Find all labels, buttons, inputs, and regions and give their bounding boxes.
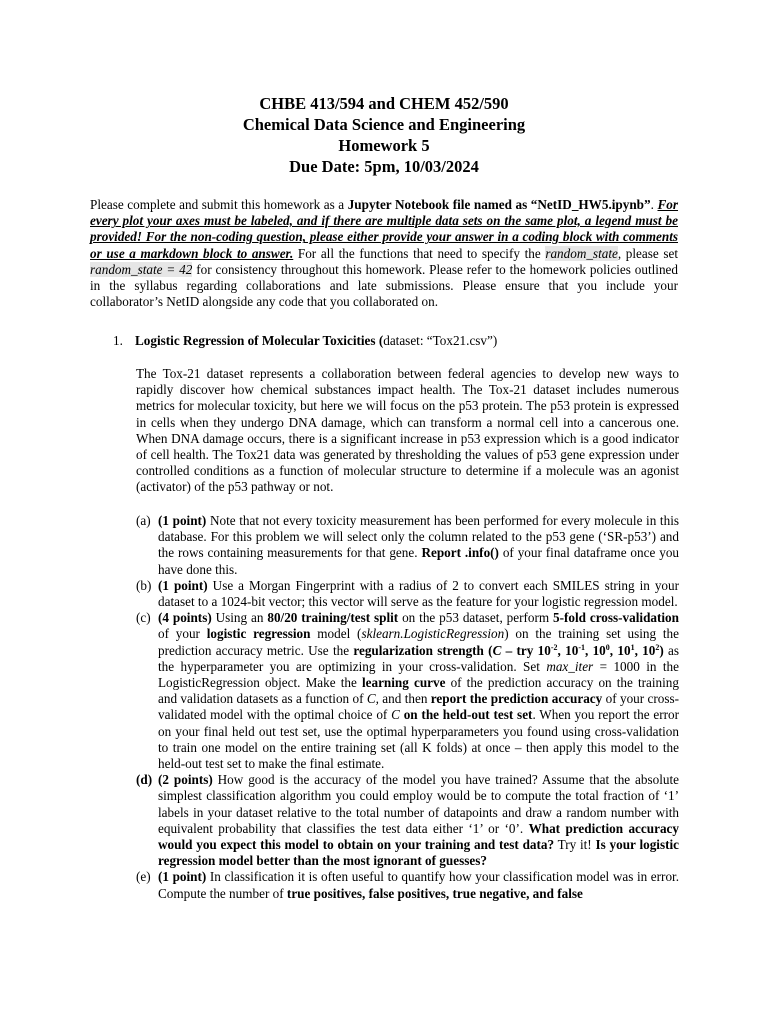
question-1-description: The Tox-21 dataset represents a collaboration between federal agencies to develop new ways to rapidly discover how chemical substances impact health. The Tox-21 dataset includes numerous metrics for molecular toxicity, but here we will focus on the p53 protein. The p53 protein is expressed in cells when they undergo DNA damage, which can transform a normal cell into a cancerous one. When DNA damage occurs, there is a significant increase in p53 expression which is a good indicator of cell health. The Tox21 data was generated by thresholding the values of p53 gene expression under controlled conditions as a function of molecular structure to determine if a molecule was an agonist (activator) of the p53 pathway or not.: [136, 366, 679, 495]
exponent: 0: [605, 642, 610, 652]
random-state-term: random_state: [545, 245, 618, 261]
part-a: [136, 513, 679, 578]
part-text: Use a Morgan Fingerprint with a radius of 2 to convert each SMILES string in your dataset to a 1024-bit vector; this vector will serve as the feature for your logistic regression model.: [158, 577, 680, 610]
part-bold: 80/20 training/test split: [267, 610, 399, 626]
homework-title: Homework 5: [338, 136, 430, 155]
part-text: How good is the accuracy of the model you have trained? Assume that the absolute simplest classification algorithm you could employ would be to compute the total fraction of ‘1’ labels in your dataset relative to the total number of datapoints and draw a random number with equivalent probability that classifies the test data either ‘1’ or ‘0’.: [158, 772, 679, 836]
part-text: Try it!: [554, 837, 596, 853]
intro-text: .: [650, 197, 658, 212]
part-text: Note that not every toxicity measurement has been performed for every molecule in this database. For this problem we will select only the column related to the p53 gene (‘SR-p53’) and the rows containing measurements for that gene.: [158, 513, 679, 561]
part-bold: report the prediction accuracy: [430, 691, 603, 707]
course-title: CHBE 413/594 and CHEM 452/590: [259, 94, 509, 113]
part-bold: on the held-out test set: [399, 707, 533, 723]
part-bold: What prediction accuracy would you expect this model to obtain on your training and test data?: [158, 820, 679, 853]
part-bold: Report .info(): [421, 545, 499, 561]
part-label: (d): [136, 772, 153, 788]
part-text: ) on the training set using the prediction accuracy metric. Use the: [158, 626, 679, 658]
intro-plot-instructions: For every plot your axes must be labeled, and if there are multiple data sets on the same plot, a legend must be provided! For the non-coding question, please either provide your answer in a coding block with comments or use a markdown block to answer.: [90, 197, 679, 261]
document-header: [0, 93, 768, 177]
part-text: as the hyperparameter you are optimizing in your cross-validation. Set: [158, 642, 680, 674]
random-state-value: random_state = 42: [90, 261, 193, 277]
part-bold: – try 10: [501, 642, 551, 658]
part-e: [136, 869, 679, 901]
part-bold: , 10: [585, 642, 606, 658]
intro-paragraph: [90, 197, 678, 310]
intro-text: Please complete and submit this homework as a: [90, 197, 348, 212]
part-italic: C,: [366, 691, 379, 707]
part-label: (c): [136, 610, 151, 626]
part-text: . When you report the error on your final held out test set, use the optimal hyperparameters you found using cross-validation to train one model on the entire training set (all K folds) at once – then apply this model to the held-out test set to make the final estimate.: [158, 707, 679, 772]
course-subtitle: Chemical Data Science and Engineering: [242, 115, 526, 134]
part-bold: , 10: [609, 642, 631, 658]
question-1-heading: [113, 333, 683, 349]
due-date: Due Date: 5pm, 10/03/2024: [289, 157, 479, 176]
part-text: Using an: [211, 610, 268, 626]
part-italic: max_iter: [546, 658, 594, 674]
part-italic: sklearn.LogisticRegression: [361, 626, 505, 642]
part-text: of your cross-validated model with the optimal choice of: [158, 691, 680, 723]
intro-text: , please set: [617, 245, 678, 261]
exponent: -2: [550, 642, 558, 652]
part-text: model (: [310, 626, 362, 642]
part-text: on the p53 dataset, perform: [398, 610, 553, 626]
exponent: 1: [630, 642, 635, 652]
part-points: (1 point): [158, 513, 207, 528]
part-bold: , 10: [634, 642, 656, 658]
part-d: [136, 772, 679, 869]
part-text: = 1000 in the LogisticRegression object. Make the: [158, 658, 679, 691]
question-title: Logistic Regression of Molecular Toxicities (: [135, 333, 384, 348]
part-b: [136, 578, 679, 610]
part-text: of the prediction accuracy on the training and validation datasets as a function of: [158, 675, 679, 707]
part-bold: 5-fold cross-validation: [552, 610, 679, 626]
part-text: In classification it is often useful to quantify how your classification model was in error. Compute the number of: [158, 869, 680, 901]
part-bold: regularization strength (: [353, 642, 493, 658]
part-label: (a): [136, 513, 151, 528]
part-bold-italic: C: [492, 642, 502, 658]
part-bold: learning curve: [361, 675, 446, 691]
part-points: (1 point): [158, 577, 208, 593]
part-c: [136, 610, 679, 772]
part-bold: logistic regression: [206, 626, 311, 642]
part-bold: , 10: [557, 642, 579, 658]
part-label: (e): [136, 869, 151, 885]
intro-filename: Jupyter Notebook file named as “NetID_HW5.ipynb”: [347, 197, 651, 212]
part-bold: true positives, false positives, true negative, and false: [286, 885, 583, 901]
exponent: -1: [578, 642, 585, 652]
part-text: of your final dataframe once you have done this.: [158, 545, 680, 577]
part-italic: C: [391, 707, 400, 723]
part-text: and then: [378, 691, 431, 707]
intro-text: For all the functions that need to specify the: [293, 245, 546, 261]
part-bold: ): [659, 642, 664, 658]
part-text: of your: [158, 626, 207, 642]
part-points: (1 point): [158, 869, 207, 885]
exponent: 2: [655, 642, 660, 652]
part-bold: Is your logistic regression model better than the most ignorant of guesses?: [158, 837, 679, 869]
part-points: (2 points): [158, 772, 213, 788]
intro-text: for consistency throughout this homework. Please refer to the homework policies outlined in the syllabus regarding collaborations and late submissions. Please ensure that you include your collaborator’s NetID alongside any code that you collaborated on.: [90, 261, 678, 310]
question-dataset: dataset: “Tox21.csv”): [383, 333, 498, 348]
part-label: (b): [136, 577, 152, 593]
question-1-parts: [136, 513, 679, 902]
part-points: (4 points): [158, 610, 212, 626]
question-number: 1.: [113, 333, 123, 348]
